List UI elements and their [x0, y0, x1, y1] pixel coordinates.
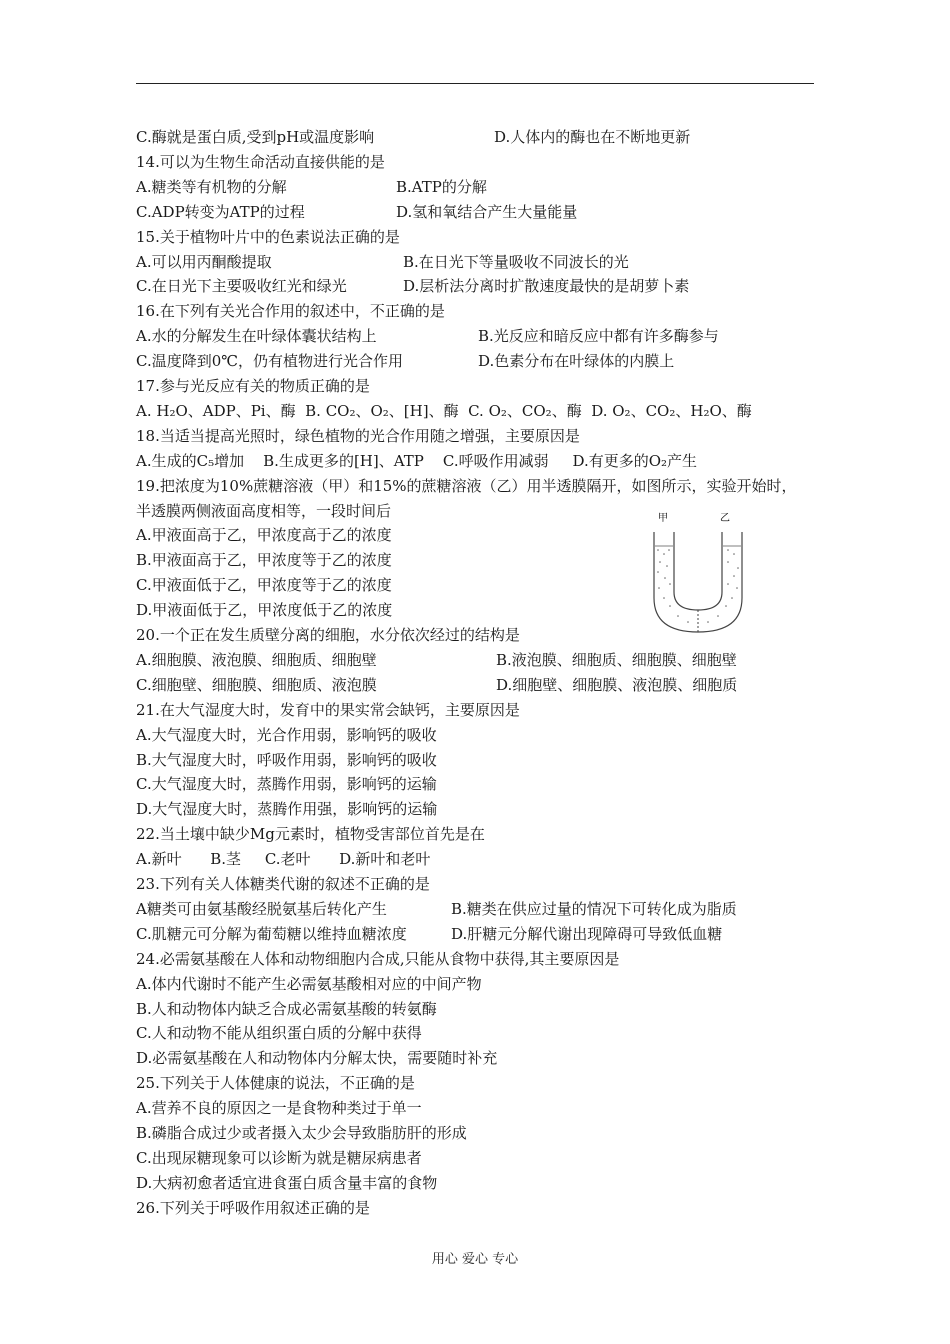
text-line-l23-right: D.细胞壁、细胞膜、液泡膜、细胞质	[496, 676, 738, 694]
text-line-l29: 22.当土壤中缺少Mg元素时，植物受害部位首先是在	[136, 825, 485, 843]
text-line-l04-right: D.氢和氧结合产生大量能量	[396, 203, 578, 221]
text-line-l38: D.必需氨基酸在人和动物体内分解太快，需要随时补充	[136, 1049, 498, 1067]
text-line-l40: A.营养不良的原因之一是食物种类过于单一	[136, 1099, 422, 1117]
text-line-l03-right: B.ATP的分解	[396, 178, 487, 196]
text-line-l20: D.甲液面低于乙，甲浓度低于乙的浓度	[136, 601, 393, 619]
text-line-l01: C.酶就是蛋白质,受到pH或温度影响	[136, 128, 375, 146]
text-line-l24: 21.在大气湿度大时，发育中的果实常会缺钙，主要原因是	[136, 701, 520, 719]
text-line-l41: B.磷脂合成过少或者摄入太少会导致脂肪肝的形成	[136, 1124, 467, 1142]
text-line-l34: 24.必需氨基酸在人体和动物细胞内合成,只能从食物中获得,其主要原因是	[136, 950, 620, 968]
text-line-l32: A糖类可由氨基酸经脱氨基后转化产生	[136, 900, 387, 918]
text-line-l22-right: B.液泡膜、细胞质、细胞膜、细胞壁	[496, 651, 737, 669]
text-line-l30: A.新叶 B.茎 C.老叶 D.新叶和老叶	[136, 850, 431, 868]
text-line-l19: C.甲液面低于乙，甲浓度等于乙的浓度	[136, 576, 392, 594]
text-line-l03: A.糖类等有机物的分解	[136, 178, 287, 196]
text-line-l22: A.细胞膜、液泡膜、细胞质、细胞壁	[136, 651, 377, 669]
text-line-l10: C.温度降到0℃，仍有植物进行光合作用	[136, 352, 404, 370]
text-line-l11: 17.参与光反应有关的物质正确的是	[136, 377, 370, 395]
text-line-l42: C.出现尿糖现象可以诊断为就是糖尿病患者	[136, 1149, 422, 1167]
text-line-l21: 20.一个正在发生质壁分离的细胞，水分依次经过的结构是	[136, 626, 520, 644]
text-line-l36: B.人和动物体内缺乏合成必需氨基酸的转氨酶	[136, 1000, 437, 1018]
u-tube-diagram	[648, 510, 748, 640]
text-line-l27: C.大气湿度大时，蒸腾作用弱，影响钙的运输	[136, 775, 437, 793]
text-line-l04: C.ADP转变为ATP的过程	[136, 203, 305, 221]
text-line-l25: A.大气湿度大时，光合作用弱，影响钙的吸收	[136, 726, 437, 744]
text-line-l08: 16.在下列有关光合作用的叙述中，不正确的是	[136, 302, 445, 320]
text-line-l10-right: D.色素分布在叶绿体的内膜上	[478, 352, 675, 370]
text-line-l31: 23.下列有关人体糖类代谢的叙述不正确的是	[136, 875, 430, 893]
text-line-l13: 18.当适当提高光照时，绿色植物的光合作用随之增强，主要原因是	[136, 427, 580, 445]
text-line-l18: B.甲液面高于乙，甲浓度等于乙的浓度	[136, 551, 392, 569]
text-line-l06: A.可以用丙酮酸提取	[136, 253, 272, 271]
text-line-l17: A.甲液面高于乙，甲浓度高于乙的浓度	[136, 526, 392, 544]
text-line-l14: A.生成的C₅增加 B.生成更多的[H]、ATP C.呼吸作用减弱 D.有更多的O₂产生	[136, 452, 698, 470]
text-line-l09-right: B.光反应和暗反应中都有许多酶参与	[478, 327, 719, 345]
text-line-l07-right: D.层析法分离时扩散速度最快的是胡萝卜素	[403, 277, 690, 295]
text-line-l32-right: B.糖类在供应过量的情况下可转化成为脂质	[451, 900, 737, 918]
text-line-l33: C.肌糖元可分解为葡萄糖以维持血糖浓度	[136, 925, 407, 943]
header-rule	[136, 83, 814, 84]
label-yi: 乙	[720, 513, 730, 524]
text-line-l01-right: D.人体内的酶也在不断地更新	[494, 128, 691, 146]
text-line-l23: C.细胞壁、细胞膜、细胞质、液泡膜	[136, 676, 377, 694]
text-line-l35: A.体内代谢时不能产生必需氨基酸相对应的中间产物	[136, 975, 482, 993]
text-line-l26: B.大气湿度大时，呼吸作用弱，影响钙的吸收	[136, 751, 437, 769]
text-line-l28: D.大气湿度大时，蒸腾作用强，影响钙的运输	[136, 800, 438, 818]
text-line-l33-right: D.肝糖元分解代谢出现障碍可导致低血糖	[451, 925, 723, 943]
text-line-l09: A.水的分解发生在叶绿体囊状结构上	[136, 327, 377, 345]
text-line-l39: 25.下列关于人体健康的说法，不正确的是	[136, 1074, 415, 1092]
text-line-l02: 14.可以为生物生命活动直接供能的是	[136, 153, 385, 171]
text-line-l44: 26.下列关于呼吸作用叙述正确的是	[136, 1199, 370, 1217]
text-line-l06-right: B.在日光下等量吸收不同波长的光	[403, 253, 629, 271]
text-line-l12: A. H₂O、ADP、Pi、酶 B. CO₂、O₂、[H]、酶 C. O₂、CO₂、酶 D. O₂、CO₂、H₂O、酶	[136, 402, 752, 420]
text-line-l07: C.在日光下主要吸收红光和绿光	[136, 277, 347, 295]
text-line-l43: D.大病初愈者适宜进食蛋白质含量丰富的食物	[136, 1174, 438, 1192]
text-line-l37: C.人和动物不能从组织蛋白质的分解中获得	[136, 1024, 422, 1042]
label-jia: 甲	[658, 513, 668, 524]
text-line-l16: 半透膜两侧液面高度相等，一段时间后	[136, 502, 392, 520]
footer-motto: 用心 爱心 专心	[431, 1252, 519, 1267]
text-line-l15: 19.把浓度为10%蔗糖溶液（甲）和15%的蔗糖溶液（乙）用半透膜隔开，如图所示，实验开始时，	[136, 477, 797, 495]
text-line-l05: 15.关于植物叶片中的色素说法正确的是	[136, 228, 400, 246]
